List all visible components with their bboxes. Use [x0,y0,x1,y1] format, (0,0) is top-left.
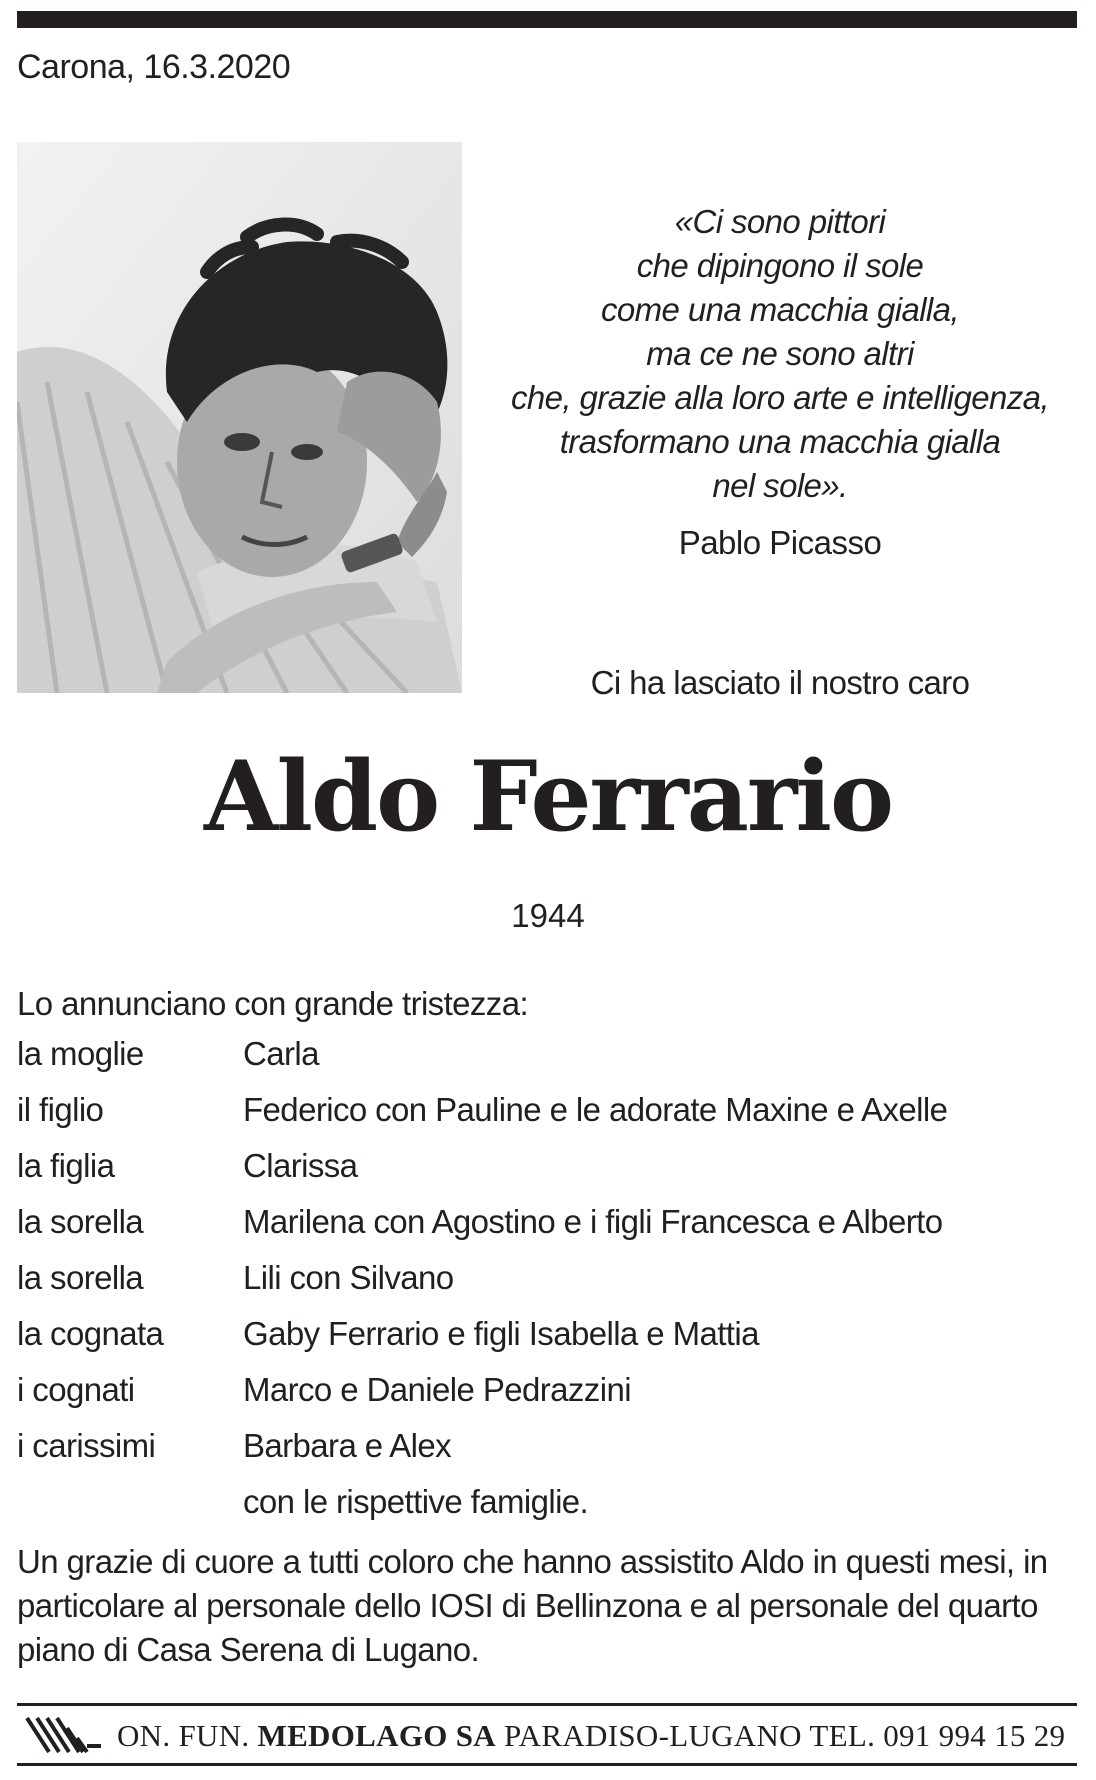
quote [480,200,1080,508]
family-row [17,1259,1077,1315]
family-row [17,1035,1077,1091]
announce-text: Lo annunciano con grande tristezza: [17,985,529,1022]
quote-line: nel sole». [712,467,848,504]
family-row [17,1427,1077,1483]
family-relation: la cognata [17,1315,164,1352]
portrait-image [17,142,462,693]
deceased-name: Aldo Ferrario [204,740,892,853]
family-relation: la figlia [17,1147,115,1184]
place-date: Carona, 16.3.2020 [17,48,291,86]
quote-line: ma ce ne sono altri [646,335,914,372]
quote-line: che dipingono il sole [636,247,924,284]
funeral-home-logo-icon [25,1716,103,1754]
birth-year: 1944 [511,897,585,934]
quote-line: che, grazie alla loro arte e intelligenza, [511,379,1049,416]
thanks-paragraph: Un grazie di cuore a tutti coloro che hanno assistito Aldo in questi mesi, in particolare al personale dello IOSI di Bellinzona e al personale del quarto piano di Casa Serena di Lugano. [17,1543,1048,1668]
quote-line: come una macchia gialla, [601,291,959,328]
family-list [17,1035,1077,1483]
family-names: Federico con Pauline e le adorate Maxine e Axelle [243,1091,948,1128]
family-row [17,1147,1077,1203]
footer-location: PARADISO-LUGANO [503,1718,802,1753]
footer-company: MEDOLAGO SA [257,1718,496,1753]
family-names: Marco e Daniele Pedrazzini [243,1371,631,1408]
footer-prefix: ON. FUN. [117,1718,250,1753]
footer-tel-label: TEL. [809,1718,876,1753]
quote-author: Pablo Picasso [678,524,882,561]
family-row [17,1371,1077,1427]
family-relation: la sorella [17,1203,144,1240]
footer-text [117,1718,1065,1754]
family-row [17,1315,1077,1371]
closing-line: con le rispettive famiglie. [243,1483,589,1520]
family-relation: i cognati [17,1371,135,1408]
quote-line: «Ci sono pittori [674,203,886,240]
footer-rule-bottom [17,1763,1077,1766]
quote-line: trasformano una macchia gialla [559,423,1001,460]
family-names: Lili con Silvano [243,1259,454,1296]
family-relation: il figlio [17,1091,104,1128]
family-row [17,1203,1077,1259]
portrait-photo [17,142,462,693]
family-relation: i carissimi [17,1427,156,1464]
funeral-home-footer [17,1712,1077,1758]
family-names: Clarissa [243,1147,358,1184]
intro-text: Ci ha lasciato il nostro caro [590,664,970,701]
footer-rule-top [17,1703,1077,1706]
footer-phone: 091 994 15 29 [883,1718,1066,1753]
top-rule [17,11,1077,28]
family-relation: la moglie [17,1035,144,1072]
family-row [17,1091,1077,1147]
family-names: Barbara e Alex [243,1427,452,1464]
family-names: Marilena con Agostino e i figli Francesca e Alberto [243,1203,943,1240]
family-names: Gaby Ferrario e figli Isabella e Mattia [243,1315,759,1352]
family-names: Carla [243,1035,319,1072]
family-relation: la sorella [17,1259,144,1296]
